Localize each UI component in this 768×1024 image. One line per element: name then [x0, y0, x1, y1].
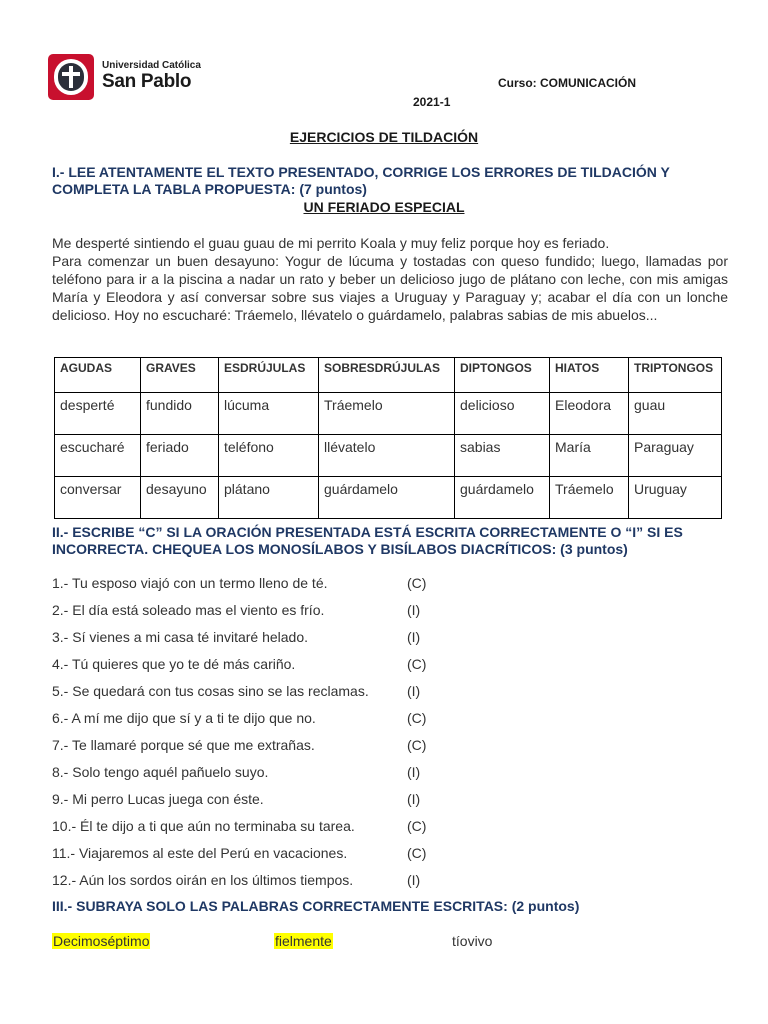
logo-university-name: San Pablo [102, 71, 192, 92]
sentence-answer: (I) [407, 872, 421, 888]
list-item [52, 845, 752, 872]
table-cell: feriado [141, 435, 219, 477]
sentence-answer: (I) [407, 602, 421, 618]
sentence-text: 5.- Se quedará con tus cosas sino se las reclamas. [52, 683, 369, 699]
list-item [52, 602, 752, 629]
course-label: Curso: COMUNICACIÓN [498, 76, 636, 90]
sentence-text: 1.- Tu esposo viajó con un termo lleno de té. [52, 575, 328, 591]
word-item: tíovivo [452, 933, 493, 949]
table-cell: teléfono [219, 435, 319, 477]
logo-shield-icon [48, 54, 94, 100]
table-cell: guárdamelo [455, 477, 550, 519]
sentence-text: 10.- Él te dijo a ti que aún no terminaba su tarea. [52, 818, 355, 834]
table-row [55, 435, 722, 477]
list-item [52, 872, 752, 899]
sentence-list [52, 575, 752, 899]
sentence-text: 7.- Te llamaré porque sé que me extrañas. [52, 737, 315, 753]
sentence-answer: (C) [407, 818, 427, 834]
logo-university-label: Universidad Católica [102, 60, 201, 71]
list-item [52, 791, 752, 818]
list-item [52, 629, 752, 656]
table-cell: lúcuma [219, 393, 319, 435]
table-row [55, 393, 722, 435]
list-item [52, 818, 752, 845]
table-cell: Uruguay [629, 477, 722, 519]
table-cell: fundido [141, 393, 219, 435]
table-cell: conversar [55, 477, 141, 519]
story-title: UN FERIADO ESPECIAL [303, 199, 465, 215]
list-item [52, 764, 752, 791]
section-3-heading: III.- SUBRAYA SOLO LAS PALABRAS CORRECTAMENTE ESCRITAS: (2 puntos) [52, 898, 580, 914]
table-cell: desperté [55, 393, 141, 435]
story-paragraph-2: Para comenzar un buen desayuno: Yogur de lúcuma y tostadas con queso fundido; luego, llamadas por teléfono para ir a la piscina a nadar un rato y beber un delicioso jugo de plátano con leche, con mis amigas María y Eleodora y así conversar sobre sus viajes a Uruguay y Paraguay y; acabar el día con un lonche delicioso. Hoy no escucharé: Tráemelo, llévatelo o guárdamelo, palabras sabias de mis abuelos... [52, 253, 728, 323]
table-header-cell: AGUDAS [55, 358, 141, 393]
table-cell: María [550, 435, 629, 477]
table-header-cell: ESDRÚJULAS [219, 358, 319, 393]
classification-table [54, 357, 722, 519]
table-cell: guárdamelo [319, 477, 455, 519]
sentence-text: 2.- El día está soleado mas el viento es frío. [52, 602, 325, 618]
sentence-answer: (I) [407, 764, 421, 780]
sentence-text: 4.- Tú quieres que yo te dé más cariño. [52, 656, 296, 672]
table-cell: sabias [455, 435, 550, 477]
table-cell: guau [629, 393, 722, 435]
sentence-text: 6.- A mí me dijo que sí y a ti te dijo que no. [52, 710, 316, 726]
word-item: fielmente [275, 933, 332, 949]
section-1-heading: I.- LEE ATENTAMENTE EL TEXTO PRESENTADO, CORRIGE LOS ERRORES DE TILDACIÓN Y COMPLETA LA TABLA PROPUESTA: (7 puntos) [52, 164, 670, 197]
list-item [52, 575, 752, 602]
university-logo [48, 52, 201, 102]
table-header-cell: HIATOS [550, 358, 629, 393]
word-list [52, 933, 752, 953]
list-item [52, 737, 752, 764]
section-2-heading: II.- ESCRIBE “C” SI LA ORACIÓN PRESENTADA ESTÁ ESCRITA CORRECTAMENTE O “I” SI ES INCORRECTA. CHEQUEA LOS MONOSÍLABOS Y BISÍLABOS DIACRÍTICOS: (3 puntos) [52, 524, 683, 557]
sentence-text: 8.- Solo tengo aquél pañuelo suyo. [52, 764, 269, 780]
sentence-text: 9.- Mi perro Lucas juega con éste. [52, 791, 264, 807]
term-label: 2021-1 [413, 95, 451, 109]
table-header-cell: DIPTONGOS [455, 358, 550, 393]
sentence-answer: (I) [407, 629, 421, 645]
sentence-text: 11.- Viajaremos al este del Perú en vacaciones. [52, 845, 348, 861]
table-row [55, 477, 722, 519]
list-item [52, 656, 752, 683]
table-cell: Tráemelo [319, 393, 455, 435]
table-header-cell: GRAVES [141, 358, 219, 393]
table-cell: Paraguay [629, 435, 722, 477]
table-header-cell: SOBRESDRÚJULAS [319, 358, 455, 393]
table-header-cell: TRIPTONGOS [629, 358, 722, 393]
table-cell: Eleodora [550, 393, 629, 435]
story-text [52, 234, 728, 324]
story-paragraph-1: Me desperté sintiendo el guau guau de mi perrito Koala y muy feliz porque hoy es feriado. [52, 235, 610, 251]
sentence-answer: (C) [407, 737, 427, 753]
list-item [52, 683, 752, 710]
table-cell: escucharé [55, 435, 141, 477]
table-cell: desayuno [141, 477, 219, 519]
document-title: EJERCICIOS DE TILDACIÓN [289, 129, 479, 145]
list-item [52, 710, 752, 737]
sentence-answer: (C) [407, 845, 427, 861]
sentence-answer: (I) [407, 683, 421, 699]
sentence-text: 12.- Aún los sordos oirán en los últimos tiempos. [52, 872, 354, 888]
table-header-row [55, 358, 722, 393]
table-cell: plátano [219, 477, 319, 519]
sentence-answer: (C) [407, 575, 427, 591]
sentence-answer: (C) [407, 656, 427, 672]
table-cell: delicioso [455, 393, 550, 435]
table-cell: llévatelo [319, 435, 455, 477]
sentence-answer: (C) [407, 710, 427, 726]
table-cell: Tráemelo [550, 477, 629, 519]
word-item: Decimoséptimo [53, 933, 150, 949]
sentence-answer: (I) [407, 791, 421, 807]
sentence-text: 3.- Sí vienes a mi casa té invitaré helado. [52, 629, 309, 645]
